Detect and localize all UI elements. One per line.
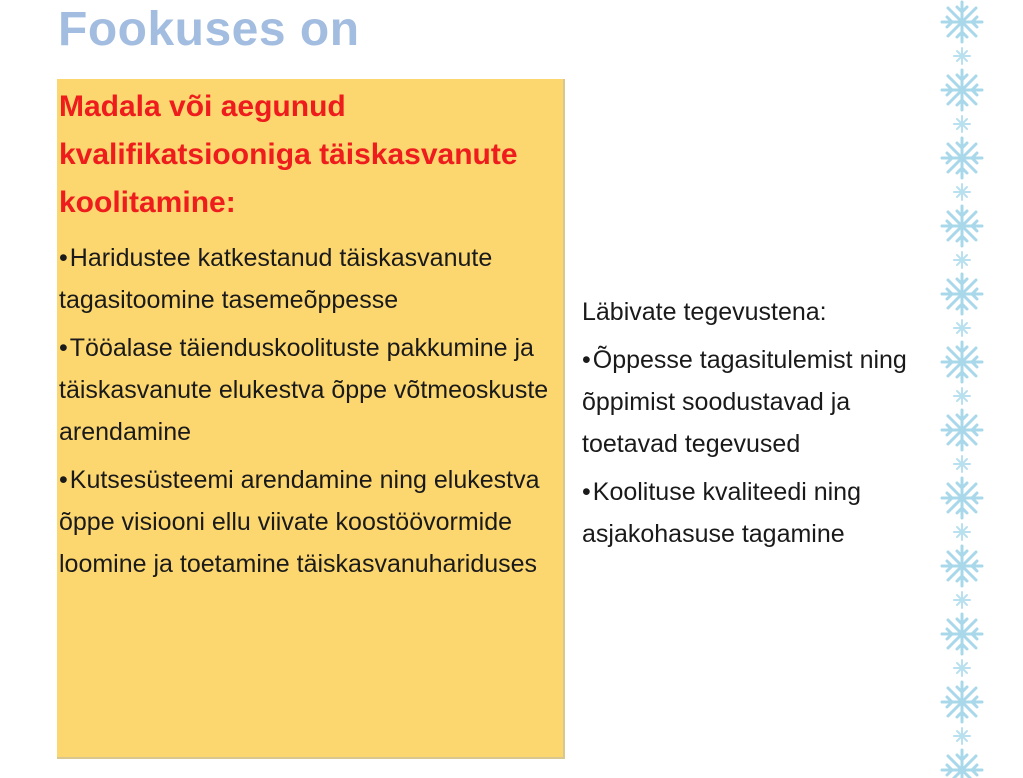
focus-bullet-1 <box>59 237 549 321</box>
snowflake-icon <box>942 2 982 42</box>
focus-bullet-text: Haridustee katkestanud täiskasvanute tagasitoomine tasemeõppesse <box>59 244 493 314</box>
snowflake-icon <box>942 70 982 110</box>
snowflake-icon <box>954 524 970 540</box>
crosscutting-bullet-text: Õppesse tagasitulemist ning õppimist soodustavad ja toetavad tegevused <box>582 346 907 458</box>
snowflake-icon <box>954 660 970 676</box>
snowflake-icon <box>942 546 982 586</box>
snowflake-icon <box>942 478 982 518</box>
snowflake-icon <box>954 728 970 744</box>
snowflake-icon <box>954 252 970 268</box>
snowflake-icon <box>954 184 970 200</box>
focus-box-heading: Madala või aegunud kvalifikatsiooniga täiskasvanute koolitamine: <box>59 90 518 219</box>
snowflake-icon <box>942 342 982 382</box>
snowflake-icon <box>942 614 982 654</box>
slide-title: Fookuses on <box>58 3 360 56</box>
snowflake-icon <box>954 592 970 608</box>
snowflake-icon <box>954 320 970 336</box>
snowflake-icon <box>942 138 982 178</box>
crosscutting-column <box>582 291 942 561</box>
crosscutting-lead: Läbivate tegevustena: <box>582 298 827 326</box>
snowflake-icon <box>954 48 970 64</box>
snowflake-border <box>934 0 990 778</box>
focus-box <box>57 79 565 759</box>
snowflake-icon <box>954 456 970 472</box>
focus-bullet-2 <box>59 327 549 453</box>
crosscutting-bullet-2 <box>582 471 942 555</box>
bullet-dot: • <box>59 244 68 272</box>
snowflake-icon <box>942 206 982 246</box>
focus-bullet-text: Kutsesüsteemi arendamine ning elukestva õppe visiooni ellu viivate koostöövormide loomine ja toetamine täiskasvanuhariduses <box>59 466 540 578</box>
focus-bullet-text: Tööalase täienduskoolituste pakkumine ja täiskasvanute elukestva õppe võtmeoskuste arendamine <box>59 334 549 446</box>
snowflake-icon <box>954 388 970 404</box>
crosscutting-bullet-1 <box>582 339 942 465</box>
focus-bullet-3 <box>59 459 549 585</box>
snowflake-icon <box>954 116 970 132</box>
crosscutting-bullet-text: Koolituse kvaliteedi ning asjakohasuse tagamine <box>582 478 861 548</box>
snowflake-icon <box>942 750 982 778</box>
bullet-dot: • <box>582 346 591 374</box>
snowflake-icon <box>942 274 982 314</box>
bullet-dot: • <box>582 478 591 506</box>
snowflake-icon <box>942 682 982 722</box>
bullet-dot: • <box>59 466 68 494</box>
snowflake-icon <box>942 410 982 450</box>
bullet-dot: • <box>59 334 68 362</box>
